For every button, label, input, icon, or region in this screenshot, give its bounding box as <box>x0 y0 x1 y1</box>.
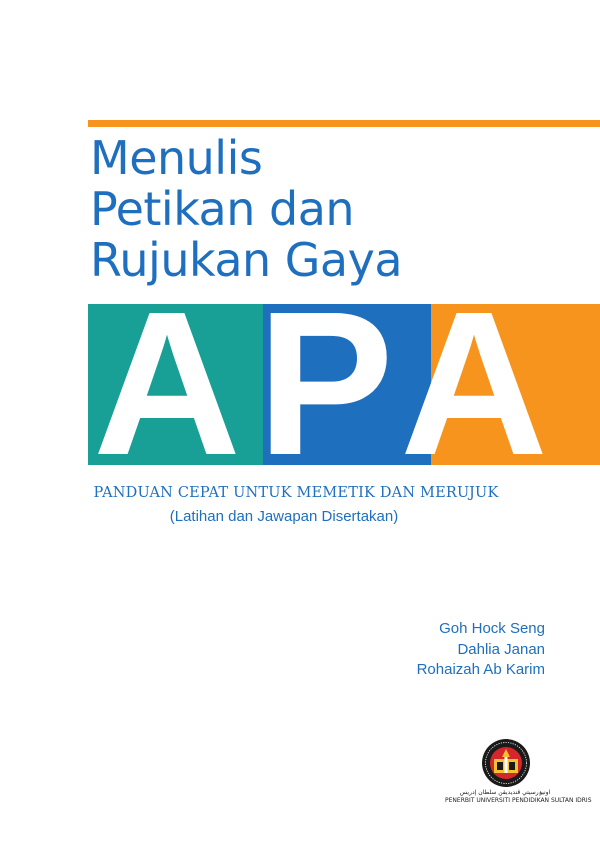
subtitle: PANDUAN CEPAT UNTUK MEMETIK DAN MERUJUK <box>93 485 499 501</box>
author-2: Dahlia Janan <box>457 640 545 658</box>
author-1: Goh Hock Seng <box>439 620 545 637</box>
letter-a-first: A <box>93 269 242 498</box>
title-line-1: Menulis <box>90 131 263 185</box>
publisher-jawi: اونيۏرسيتي ڤنديديقن سلطان إدريس <box>459 789 551 796</box>
title-line-2: Petikan dan <box>90 182 355 236</box>
book-title <box>90 133 402 286</box>
letter-a-second: A <box>400 269 549 498</box>
author-3: Rohaizah Ab Karim <box>416 661 545 678</box>
subtitle-note: (Latihan dan Jawapan Disertakan) <box>169 508 399 525</box>
letter-p: P <box>257 269 394 498</box>
title-line-3: Rujukan Gaya <box>90 233 403 287</box>
publisher-logo-icon <box>481 738 531 788</box>
author-list <box>417 619 545 681</box>
publisher-label <box>445 789 592 805</box>
publisher-name: PENERBIT UNIVERSITI PENDIDIKAN SULTAN IDRIS <box>445 797 592 804</box>
top-orange-rule <box>88 120 600 127</box>
